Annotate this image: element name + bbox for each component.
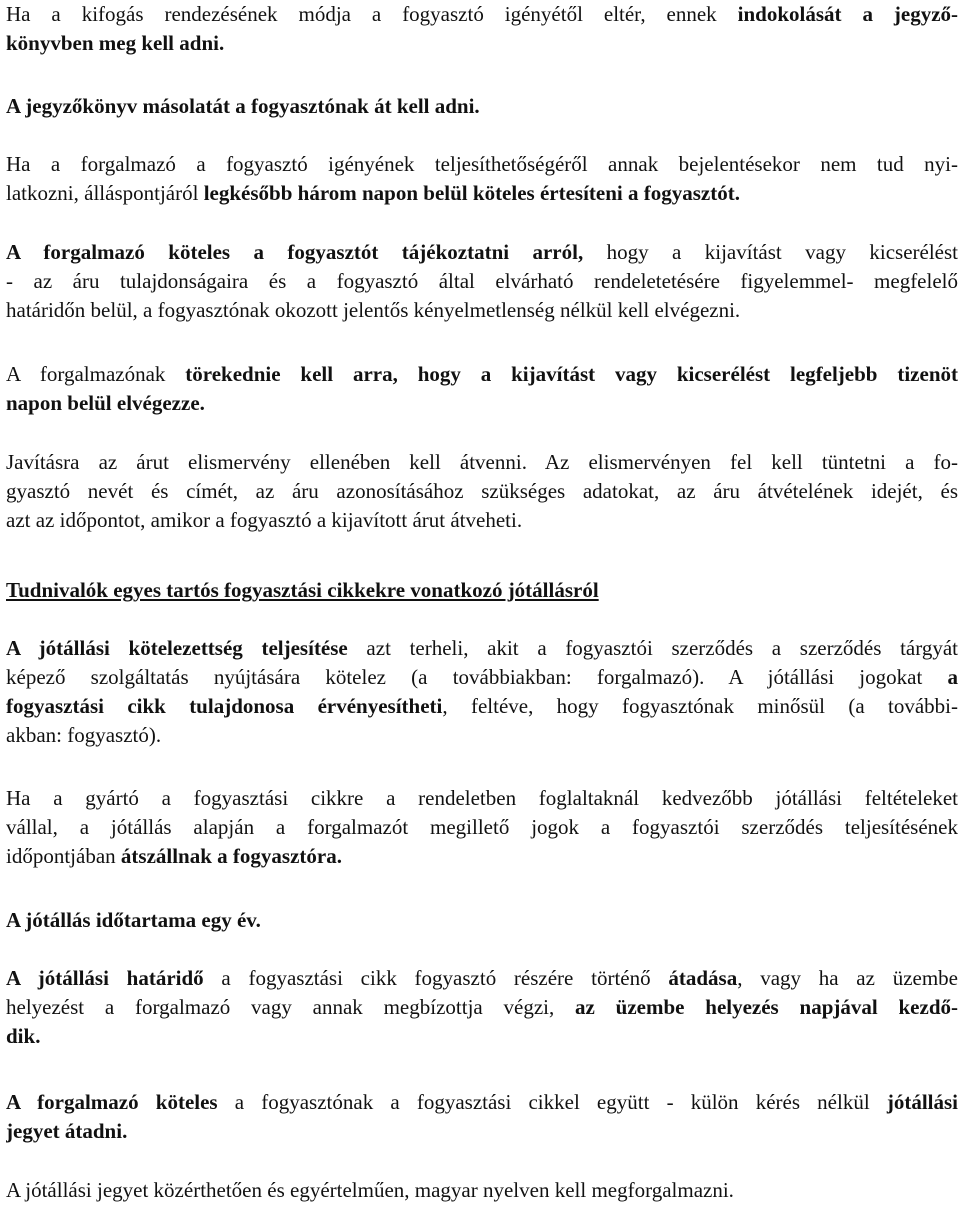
bold-text: A forgalmazó köteles <box>6 1090 218 1114</box>
text-run: határidőn belül, a fogyasztónak okozott jelentős kényelmetlenség nélkül kell elvégezni. <box>6 298 741 322</box>
text-line <box>6 360 958 389</box>
bold-text: törekednie kell arra, hogy a kijavítást vagy kicserélést legfeljebb tizenöt <box>185 362 958 386</box>
text-run: azt terheli, akit a fogyasztói szerződés a szerződés tárgyát <box>347 636 958 660</box>
bold-text: a <box>947 665 958 689</box>
text-line <box>6 964 958 993</box>
text-run: Javításra az árut elismervény ellenében kell átvenni. Az elismervényen fel kell tüntetni a fo- <box>6 450 958 474</box>
text-line <box>6 721 958 750</box>
text-line <box>6 993 958 1022</box>
text-run: Ha a kifogás rendezésének módja a fogyasztó igényétől eltér, ennek <box>6 2 738 26</box>
text-line <box>6 663 958 692</box>
bold-text: A jótállási kötelezettség teljesítése <box>6 636 348 660</box>
paragraph <box>6 238 958 325</box>
bold-text: A jótállási határidő <box>6 966 204 990</box>
bold-text: napon belül elvégezze. <box>6 391 205 415</box>
paragraph <box>6 448 958 535</box>
bold-text: átszállnak a fogyasztóra. <box>120 844 342 868</box>
text-run: A forgalmazónak <box>6 362 186 386</box>
text-line <box>6 29 958 58</box>
paragraph <box>6 964 958 1051</box>
bold-text: fogyasztási cikk tulajdonosa érvényesítheti <box>6 694 443 718</box>
text-run: akban: fogyasztó). <box>6 723 162 747</box>
text-line <box>6 238 958 267</box>
text-run: , feltéve, hogy fogyasztónak minősül (a további- <box>442 694 958 718</box>
bold-text: dik. <box>6 1024 41 1048</box>
bold-text: A jótállás időtartama egy év. <box>6 908 261 932</box>
text-line <box>6 179 958 208</box>
text-line <box>6 448 958 477</box>
text-line <box>6 692 958 721</box>
text-line <box>6 1088 958 1117</box>
text-line <box>6 477 958 506</box>
text-run: gyasztó nevét és címét, az áru azonosításához szükséges adatokat, az áru átvételének idejét, és <box>6 479 958 503</box>
text-line <box>6 506 958 535</box>
text-run: - az áru tulajdonságaira és a fogyasztó által elvárható rendeletetésére figyelemmel- megfelelő <box>6 269 958 293</box>
text-run: hogy a kijavítást vagy kicserélést <box>583 240 958 264</box>
text-run: , vagy ha az üzembe <box>737 966 958 990</box>
text-line <box>6 784 958 813</box>
text-line <box>6 389 958 418</box>
bold-text: könyvben meg kell adni. <box>6 31 225 55</box>
text-line <box>6 150 958 179</box>
paragraph <box>6 784 958 871</box>
text-run: helyezést a forgalmazó vagy annak megbízottja végzi, <box>6 995 576 1019</box>
text-run: a fogyasztási cikk fogyasztó részére történő <box>203 966 669 990</box>
text-line <box>6 267 958 296</box>
text-run: vállal, a jótállás alapján a forgalmazót megillető jogok a fogyasztói szerződés teljesítésének <box>6 815 958 839</box>
bold-text: A jegyzőkönyv másolatát a fogyasztónak át kell adni. <box>6 94 480 118</box>
text-line <box>6 92 958 121</box>
text-run: A jótállási jegyet közérthetően és egyértelműen, magyar nyelven kell megforgalmazni. <box>6 1178 734 1202</box>
bold-text: legkésőbb három napon belül köteles értesíteni a fogyasztót. <box>203 181 740 205</box>
text-line <box>6 906 958 935</box>
text-run: a fogyasztónak a fogyasztási cikkel együtt - külön kérés nélkül <box>217 1090 887 1114</box>
section-heading <box>6 576 958 605</box>
bold-text: az üzembe helyezés napjával kezdő- <box>575 995 958 1019</box>
text-line <box>6 1117 958 1146</box>
text-line <box>6 1022 958 1051</box>
bold-text: jegyet átadni. <box>6 1119 128 1143</box>
paragraph <box>6 1176 958 1205</box>
bold-text: indokolását a jegyző- <box>737 2 958 26</box>
text-run: azt az időpontot, amikor a fogyasztó a kijavított árut átveheti. <box>6 508 523 532</box>
text-run: időpontjában <box>6 844 121 868</box>
text-line <box>6 1176 958 1205</box>
bold-text: átadása <box>668 966 738 990</box>
paragraph <box>6 0 958 58</box>
text-run: Ha a forgalmazó a fogyasztó igényének teljesíthetőségéről annak bejelentésekor nem tud nyi- <box>6 152 958 176</box>
text-run: latkozni, álláspontjáról <box>6 181 204 205</box>
text-line <box>6 634 958 663</box>
text-line <box>6 813 958 842</box>
text-line <box>6 576 958 605</box>
bold-text: jótállási <box>886 1090 958 1114</box>
text-line <box>6 842 958 871</box>
paragraph <box>6 906 958 935</box>
paragraph <box>6 92 958 121</box>
text-run: Tudnivalók egyes tartós fogyasztási cikkekre vonatkozó jótállásról <box>6 578 599 602</box>
paragraph <box>6 634 958 750</box>
bold-text: A forgalmazó köteles a fogyasztót tájékoztatni arról, <box>6 240 584 264</box>
text-run: képező szolgáltatás nyújtására kötelez (a továbbiakban: forgalmazó). A jótállási jogokat <box>6 665 948 689</box>
paragraph <box>6 1088 958 1146</box>
paragraph <box>6 150 958 208</box>
text-line <box>6 296 958 325</box>
text-line <box>6 0 958 29</box>
text-run: Ha a gyártó a fogyasztási cikkre a rendeletben foglaltaknál kedvezőbb jótállási feltételeket <box>6 786 958 810</box>
paragraph <box>6 360 958 418</box>
